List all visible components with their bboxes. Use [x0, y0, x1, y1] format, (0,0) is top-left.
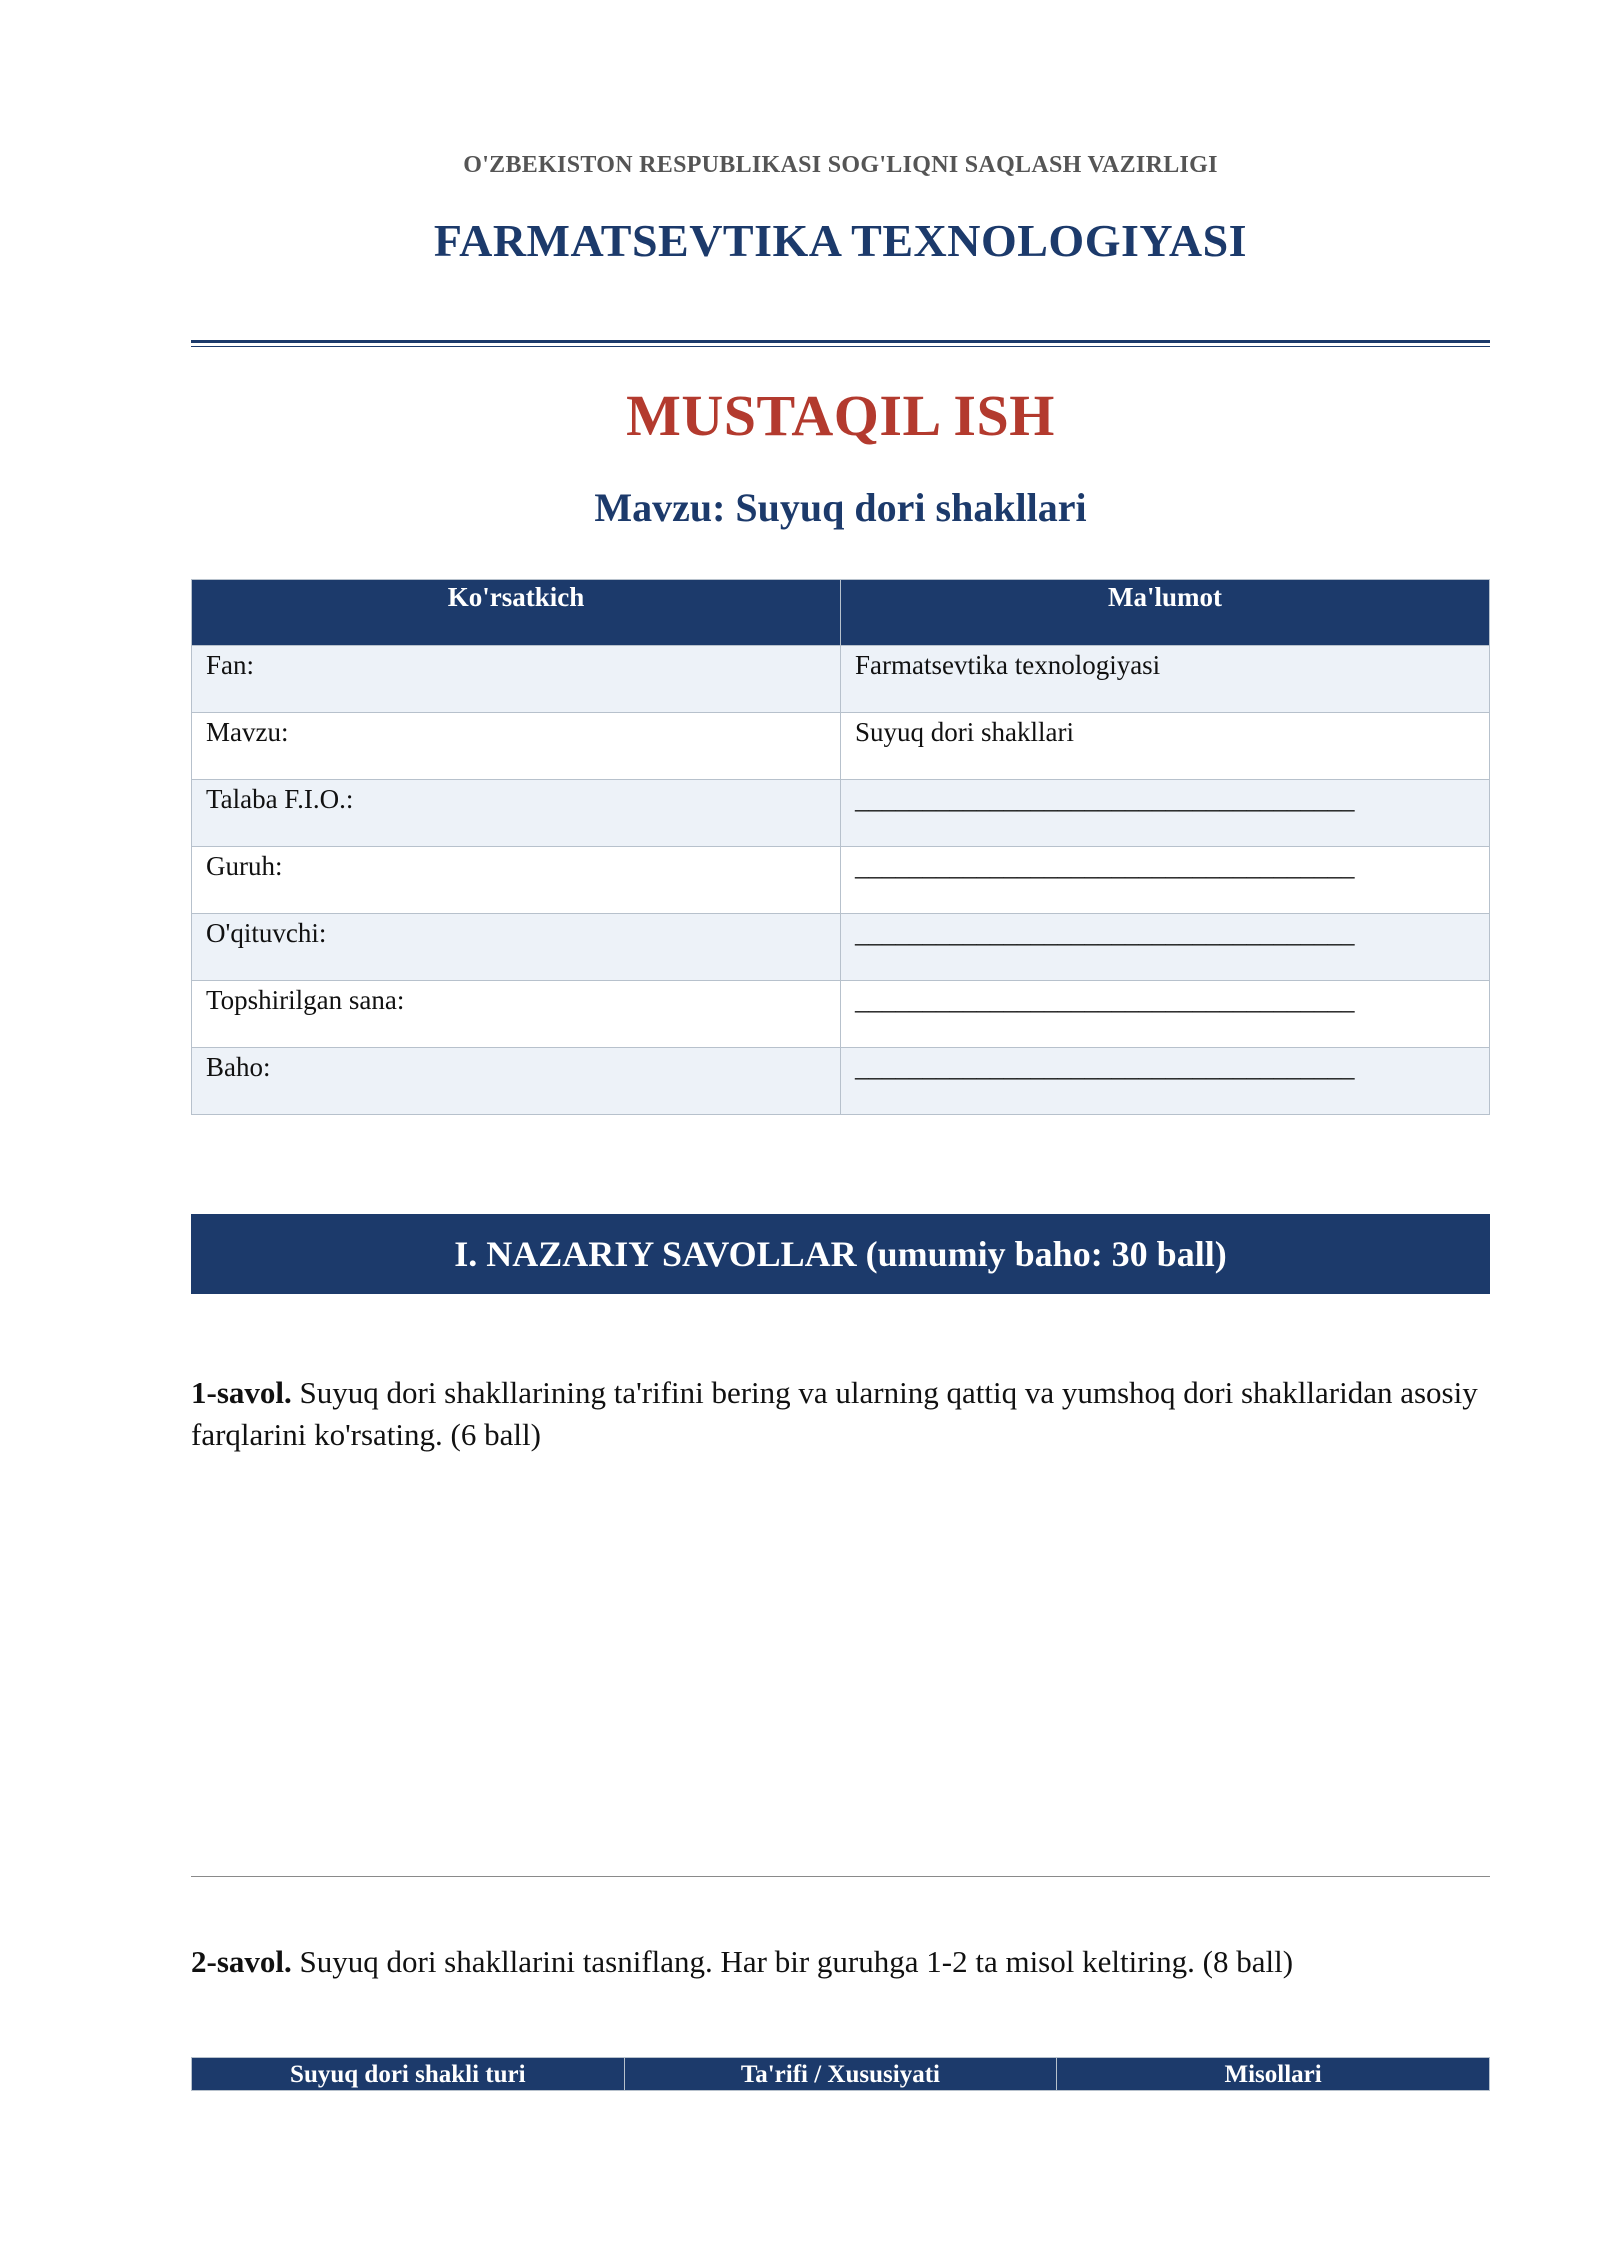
section-banner-theory: I. NAZARIY SAVOLLAR (umumiy baho: 30 ball) — [191, 1214, 1490, 1294]
classification-header-type: Suyuq dori shakli turi — [192, 2058, 625, 2091]
question-label: 2-savol. — [191, 1944, 292, 1979]
info-blank-line: _____________________________________ — [841, 847, 1490, 914]
info-label: Talaba F.I.O.: — [192, 780, 841, 847]
info-label: Baho: — [192, 1048, 841, 1115]
info-row-group — [192, 847, 1490, 914]
info-header-indicator: Ko'rsatkich — [192, 580, 841, 646]
info-blank-line: _____________________________________ — [841, 981, 1490, 1048]
answer-divider — [191, 1876, 1490, 1877]
question-text: Suyuq dori shakllarini tasniflang. Har bir guruhga 1-2 ta misol keltiring. (8 ball) — [291, 1944, 1294, 1979]
info-blank-line: _____________________________________ — [841, 914, 1490, 981]
info-row-student-name — [192, 780, 1490, 847]
info-label: Guruh: — [192, 847, 841, 914]
ministry-name: O'ZBEKISTON RESPUBLIKASI SOG'LIQNI SAQLASH VAZIRLIGI — [463, 152, 1218, 178]
question-label: 1-savol. — [191, 1375, 292, 1410]
info-row-submission-date — [192, 981, 1490, 1048]
topic-heading: Mavzu: Suyuq dori shakllari — [594, 485, 1087, 530]
info-row-subject — [192, 646, 1490, 713]
info-row-teacher — [192, 914, 1490, 981]
classification-header-definition: Ta'rifi / Xususiyati — [624, 2058, 1057, 2091]
info-blank-line: _____________________________________ — [841, 780, 1490, 847]
info-row-grade — [192, 1048, 1490, 1115]
info-label: Fan: — [192, 646, 841, 713]
question-2 — [191, 1941, 1490, 1983]
info-label: Topshirilgan sana: — [192, 981, 841, 1048]
info-table-header-row — [192, 580, 1490, 646]
info-blank-line: _____________________________________ — [841, 1048, 1490, 1115]
info-label: O'qituvchi: — [192, 914, 841, 981]
question-1 — [191, 1372, 1490, 1456]
question-text: Suyuq dori shakllarining ta'rifini bering va ularning qattiq va yumshoq dori shakllaridan asosiy farqlarini ko'rsating. (6 ball) — [191, 1375, 1478, 1452]
classification-header-examples: Misollari — [1057, 2058, 1490, 2091]
info-value: Suyuq dori shakllari — [841, 713, 1490, 780]
info-row-topic — [192, 713, 1490, 780]
info-label: Mavzu: — [192, 713, 841, 780]
department-name: FARMATSEVTIKA TEXNOLOGIYASI — [433, 215, 1248, 266]
document-title: MUSTAQIL ISH — [626, 383, 1055, 448]
info-header-data: Ma'lumot — [841, 580, 1490, 646]
header-divider — [191, 340, 1490, 347]
classification-header-row — [192, 2058, 1490, 2091]
classification-table — [191, 2057, 1490, 2091]
info-value: Farmatsevtika texnologiyasi — [841, 646, 1490, 713]
info-table — [191, 579, 1490, 1115]
